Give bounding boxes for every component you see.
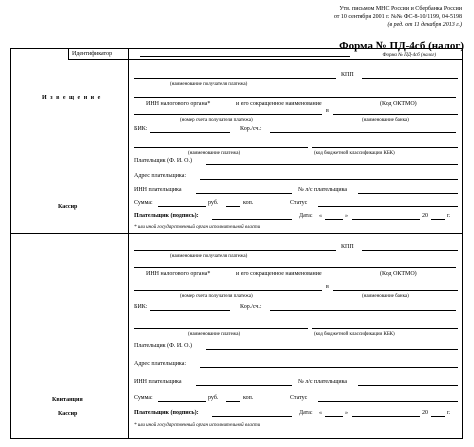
account-number-field[interactable] — [134, 290, 322, 291]
kor-field[interactable] — [270, 310, 456, 311]
sum-kop-field[interactable] — [226, 401, 240, 402]
date-year-field[interactable] — [431, 219, 445, 220]
bik-field[interactable] — [150, 132, 230, 133]
notice-cashier-label: Кассир — [58, 204, 78, 210]
date-day-field[interactable] — [325, 219, 343, 220]
tax-authority-field[interactable] — [134, 97, 456, 98]
payer-inn-field[interactable] — [196, 385, 292, 386]
date-close-quote: » — [345, 213, 348, 219]
payer-address-label: Адрес плательщика: — [134, 173, 187, 179]
status-label: Статус — [290, 200, 308, 206]
bank-caption: (наименование банка) — [362, 118, 409, 123]
identifier-label: Идентификатор — [72, 51, 113, 57]
sum-label: Сумма: — [134, 200, 153, 206]
payer-name-label: Плательщик (Ф. И. О.) — [134, 158, 192, 164]
payer-inn-field[interactable] — [196, 193, 292, 194]
account-number-field[interactable] — [134, 114, 322, 115]
payer-address-field[interactable] — [200, 179, 458, 180]
bik-label: БИК: — [134, 304, 148, 310]
year-prefix: 20 — [422, 213, 428, 219]
payer-name-label: Плательщик (Ф. И. О.) — [134, 343, 192, 349]
date-month-field[interactable] — [352, 416, 420, 417]
payer-signature-label: Плательщик (подпись): — [134, 410, 199, 416]
rub-label: руб. — [208, 200, 219, 206]
footnote: * или иной государственный орган исполнительной власти — [134, 225, 261, 230]
date-open-quote: « — [319, 410, 322, 416]
receipt-label: Квитанция — [52, 397, 83, 403]
short-name-label: и его сокращенное наименование — [236, 271, 322, 277]
payer-account-field[interactable] — [358, 193, 458, 194]
payment-caption: (наименование платежа) — [188, 151, 241, 156]
sum-rub-field[interactable] — [158, 206, 206, 207]
form-title: Форма № ПД-4сб (налог) — [339, 40, 464, 52]
form-subtitle: Форма № ПД-4сб (налог) — [382, 53, 436, 58]
kpp-field[interactable] — [362, 250, 458, 251]
sum-label: Сумма: — [134, 395, 153, 401]
payer-address-field[interactable] — [200, 367, 458, 368]
signature-field[interactable] — [212, 416, 292, 417]
identifier-field[interactable] — [140, 56, 350, 57]
kbk-field[interactable] — [312, 328, 458, 329]
kop-label: коп. — [243, 200, 254, 206]
payee-name-field[interactable] — [134, 78, 336, 79]
bank-name-field[interactable] — [333, 290, 458, 291]
short-name-label: и его сокращенное наименование — [236, 101, 322, 107]
tax-authority-field[interactable] — [134, 267, 456, 268]
account-caption: (номер счета получателя платежа) — [180, 294, 253, 299]
date-close-quote: » — [345, 410, 348, 416]
sum-kop-field[interactable] — [226, 206, 240, 207]
column-divider — [128, 48, 129, 439]
kbk-caption: (код бюджетной классификации КБК) — [314, 151, 395, 156]
payer-account-label: № л/с плательщика — [298, 187, 348, 193]
approval-line-2: от 10 сентября 2001 г. №№ ФС-8-10/1199, 04-5198 — [333, 14, 462, 20]
year-suffix: г. — [447, 410, 451, 416]
payer-account-field[interactable] — [358, 385, 458, 386]
payer-inn-label: ИНН плательщика — [134, 379, 182, 385]
identifier-left-border — [68, 48, 69, 59]
approval-line-1: Утв. письмом МНС России и Сбербанка России — [339, 6, 462, 12]
payment-name-field[interactable] — [134, 147, 308, 148]
payer-signature-label: Плательщик (подпись): — [134, 213, 199, 219]
bik-label: БИК: — [134, 126, 148, 132]
oktmo-label: (Код ОКТМО) — [380, 271, 417, 277]
bank-name-field[interactable] — [333, 114, 458, 115]
sum-rub-field[interactable] — [158, 401, 206, 402]
bik-field[interactable] — [150, 310, 230, 311]
kbk-caption: (код бюджетной классификации КБК) — [314, 332, 395, 337]
signature-field[interactable] — [212, 219, 292, 220]
payer-name-field[interactable] — [206, 349, 458, 350]
kor-label: Кор./сч.: — [240, 304, 262, 310]
payer-account-label: № л/с плательщика — [298, 379, 348, 385]
approval-line-3: (в ред. от 11 декабря 2013 г.) — [387, 22, 462, 28]
payment-caption: (наименование платежа) — [188, 332, 241, 337]
account-caption: (номер счета получателя платежа) — [180, 118, 253, 123]
payee-caption: (наименование получателя платежа) — [170, 254, 248, 259]
kor-field[interactable] — [270, 132, 456, 133]
kpp-field[interactable] — [362, 78, 458, 79]
date-month-field[interactable] — [352, 219, 420, 220]
payee-name-field[interactable] — [134, 250, 336, 251]
kpp-label: КПП — [341, 244, 354, 250]
date-label: Дата: — [299, 213, 313, 219]
notice-label: И з в е щ е н и е — [42, 95, 102, 101]
rub-label: руб. — [208, 395, 219, 401]
kop-label: коп. — [243, 395, 254, 401]
receipt-cashier-label: Кассир — [58, 411, 78, 417]
payer-inn-label: ИНН плательщика — [134, 187, 182, 193]
status-label: Статус — [290, 395, 308, 401]
identifier-row-divider — [68, 59, 463, 60]
date-year-field[interactable] — [431, 416, 445, 417]
payer-address-label: Адрес плательщика: — [134, 361, 187, 367]
year-prefix: 20 — [422, 410, 428, 416]
kpp-label: КПП — [341, 72, 354, 78]
inn-label: ИНН налогового органа* — [146, 271, 211, 277]
in-prefix: в — [326, 108, 329, 114]
kor-label: Кор./сч.: — [240, 126, 262, 132]
bank-caption: (наименование банка) — [362, 294, 409, 299]
oktmo-label: (Код ОКТМО) — [380, 101, 417, 107]
footnote: * или иной государственный орган исполнительной власти — [134, 423, 261, 428]
payment-name-field[interactable] — [134, 328, 308, 329]
date-label: Дата: — [299, 410, 313, 416]
payee-caption: (наименование получателя платежа) — [170, 82, 248, 87]
in-prefix: в — [326, 284, 329, 290]
section-divider — [10, 233, 463, 234]
inn-label: ИНН налогового органа* — [146, 101, 211, 107]
year-suffix: г. — [447, 213, 451, 219]
payer-name-field[interactable] — [206, 164, 458, 165]
date-open-quote: « — [319, 213, 322, 219]
date-day-field[interactable] — [325, 416, 343, 417]
status-field[interactable] — [318, 401, 458, 402]
kbk-field[interactable] — [312, 147, 458, 148]
status-field[interactable] — [318, 206, 458, 207]
